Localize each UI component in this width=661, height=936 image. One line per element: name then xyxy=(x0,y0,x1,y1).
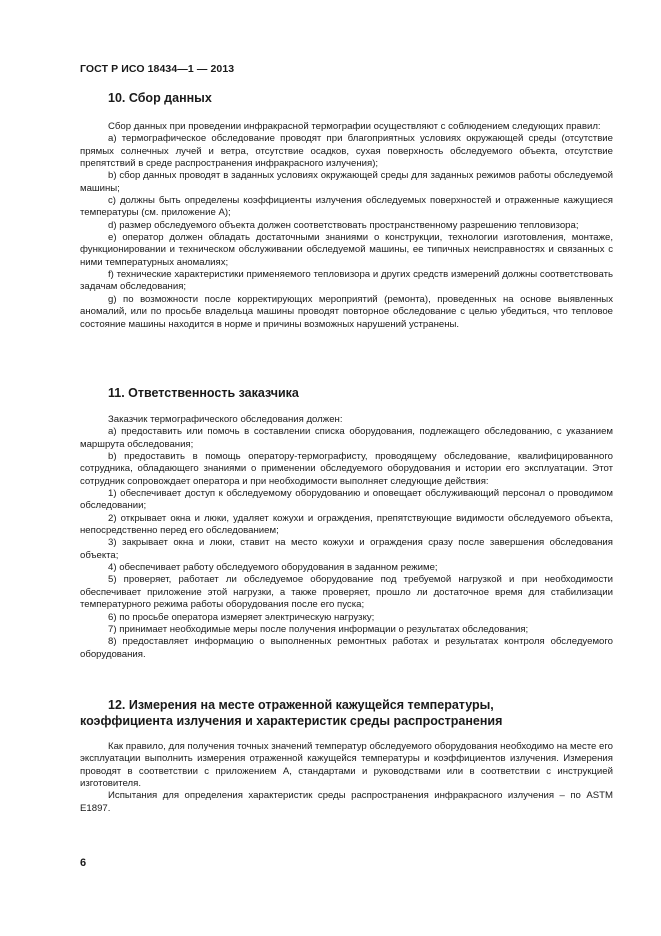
list-item: e) оператор должен обладать достаточными знаниями о конструкции, технологии изготовления, монтаже, функционировании и техническом обслуживании обследуемой машины, ее типичных неисправностях и связанных с ними температурных аномалиях; xyxy=(80,232,613,268)
section-10-title: 10. Сбор данных xyxy=(108,91,212,105)
section-12-title-line-1: 12. Измерения на месте отраженной кажущейся температуры, xyxy=(108,698,494,712)
list-item: g) по возможности после корректирующих мероприятий (ремонта), проведенных на основе выявленных аномалий, или по просьбе владельца машины проводят повторное обследование с целью убедиться, что тепловое состояние машины находится в норме и причины возможных нарушений устранены. xyxy=(80,293,613,330)
paragraph: Сбор данных при проведении инфракрасной термографии осуществляют с соблюдением следующих правил: xyxy=(108,121,601,132)
paragraph: Испытания для определения характеристик среды распространения инфракрасного излучения – по ASTM E1897. xyxy=(80,790,613,814)
section-12-body xyxy=(80,741,613,815)
list-item: 5) проверяет, работает ли обследуемое оборудование под требуемой нагрузкой и при необходимости обеспечивает приложение этой нагрузки, а также проверяет, прошло ли достаточное время для стабилизации температурного режима работы оборудования после его пуска; xyxy=(80,574,613,611)
list-item: f) технические характеристики применяемого тепловизора и других средств измерений должны соответствовать задачам обследования; xyxy=(80,269,613,293)
list-item: b) сбор данных проводят в заданных условиях окружающей среды для заданных режимов работы обследуемой машины; xyxy=(80,170,613,194)
paragraph: Заказчик термографического обследования должен: xyxy=(108,414,343,425)
list-item: a) предоставить или помочь в составлении списка оборудования, подлежащего обследованию, с указанием маршрута обследования; xyxy=(80,426,613,450)
list-item: b) предоставить в помощь оператору-термографисту, проводящему обследование, квалифицированного сотрудника, обладающего знаниями о применении обследуемого оборудования и истории его эксплуатации. Этот сотрудник сопровождает оператора и при необходимости выполняет следующие действия: xyxy=(80,451,613,487)
section-11-body xyxy=(80,414,613,661)
list-item: 7) принимает необходимые меры после получения информации о результатах обследования; xyxy=(108,623,529,635)
list-item: c) должны быть определены коэффициенты излучения обследуемых поверхностей и отраженные кажущиеся температуры (см. приложение А); xyxy=(80,195,613,219)
list-item: 2) открывает окна и люки, удаляет кожухи и ограждения, препятствующие видимости обследуемого объекта, непосредственно перед его обследованием; xyxy=(80,512,613,537)
section-12-title xyxy=(80,698,503,729)
list-item: 8) предоставляет информацию о выполненных ремонтных работах и результатах контроля обследуемого оборудования. xyxy=(80,636,613,660)
section-11-title: 11. Ответственность заказчика xyxy=(108,386,299,400)
list-item: 6) по просьбе оператора измеряет электрическую нагрузку; xyxy=(108,611,375,623)
list-item: 3) закрывает окна и люки, ставит на место кожухи и ограждения сразу после завершения обследования объекта; xyxy=(80,537,613,561)
list-item: 1) обеспечивает доступ к обследуемому оборудованию и оповещает обслуживающий персонал о проводимом обследовании; xyxy=(80,488,613,512)
section-10-body xyxy=(80,121,613,331)
list-item: 4) обеспечивает работу обследуемого оборудования в заданном режиме; xyxy=(108,562,438,574)
section-12-title-line-2: коэффициента излучения и характеристик среды распространения xyxy=(80,713,503,728)
list-item: d) размер обследуемого объекта должен соответствовать пространственному разрешению тепловизора; xyxy=(108,219,579,231)
list-item: a) термографическое обследование проводят при благоприятных условиях окружающей среды (отсутствие прямых солнечных лучей и ветра, отсутствие осадков, сухая поверхность обследуемого объекта, отсутствие препятствий в среде распространения инфракрасного излучения); xyxy=(80,133,613,170)
paragraph: Как правило, для получения точных значений температур обследуемого оборудования необходимо на месте его эксплуатации выполнить измерения отраженной кажущейся температуры и коэффициентов излучения. Измерения проводят в соответствии с приложением А, стандартами и руководствами или в соответствии с инструкцией изготовителя. xyxy=(80,741,613,790)
page-number: 6 xyxy=(80,857,87,869)
document-header: ГОСТ Р ИСО 18434—1 — 2013 xyxy=(80,63,235,75)
